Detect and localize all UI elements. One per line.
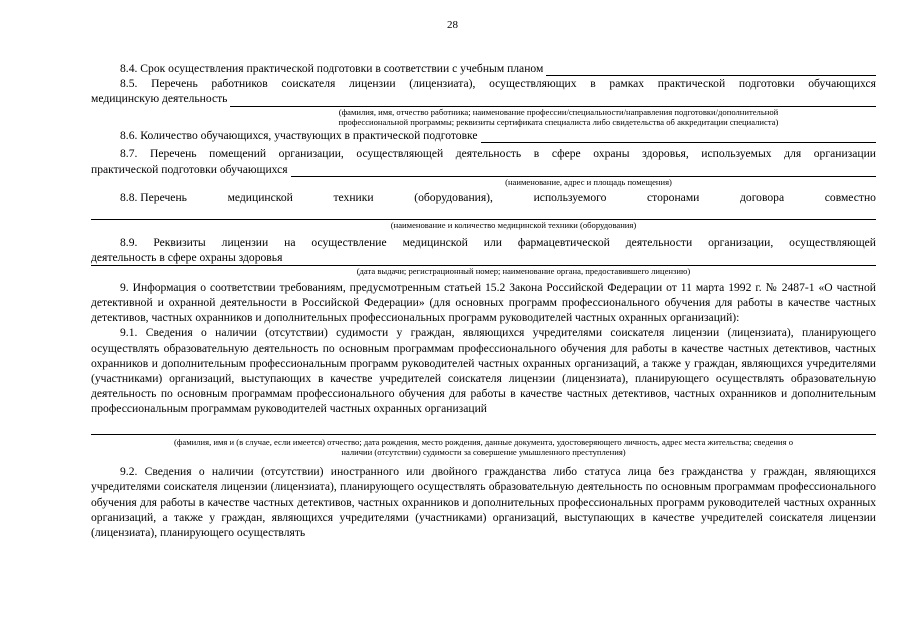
item-8-5-caption-2: профессиональной программы; реквизиты сертификата специалиста либо свидетельства об аккредитации специалиста): [338, 117, 779, 128]
item-8-7-line1: 8.7. Перечень помещений организации, осуществляющей деятельность в сфере охраны здоровья, используемых для организации: [120, 147, 876, 161]
item-8-8-word: техники: [333, 190, 374, 204]
item-8-6-blank[interactable]: [481, 131, 876, 143]
item-8-8-word: 8.8. Перечень: [120, 190, 187, 204]
item-8-8-word: медицинской: [227, 190, 293, 204]
item-8-6-text: 8.6. Количество обучающихся, участвующих в практической подготовке: [120, 129, 478, 143]
item-8-8-blank[interactable]: [91, 205, 876, 220]
item-8-4-blank[interactable]: [546, 64, 876, 76]
item-8-4-text: 8.4. Срок осуществления практической подготовки в соответствии с учебным планом: [120, 62, 544, 75]
item-8-5-caption-1: (фамилия, имя, отчество работника; наименование профессии/специальности/направления подготовки/дополнительной: [338, 106, 779, 117]
item-8-5-line1: 8.5. Перечень работников соискателя лицензии (лицензиата), осуществляющих в рамках практической подготовки обучающихся: [120, 77, 876, 91]
item-8-8-word: используемого: [533, 190, 607, 204]
item-8-8-word: (оборудования),: [414, 190, 493, 204]
item-9-1-caption-2: наличии (отсутствии) судимости за совершение умышленного преступления): [341, 447, 626, 458]
item-9-1-caption-1: (фамилия, имя и (в случае, если имеется) отчество; дата рождения, место рождения, данные документа, удостоверяющего личность, адрес места жительства; сведения о: [173, 436, 794, 447]
item-8-8-caption: (наименование и количество медицинской техники (оборудования): [390, 219, 637, 230]
item-8-9-text: деятельность в сфере охраны здоровья: [91, 250, 283, 264]
item-8-8-word: договора: [740, 190, 785, 204]
item-9-1-blank[interactable]: [91, 417, 876, 435]
item-8-7-line2: [91, 162, 876, 177]
item-9-1-paragraph: 9.1. Сведения о наличии (отсутствии) судимости у граждан, являющихся учредителями соискателя лицензии (лицензиата), планирующего осуществлять образовательную деятельность по основным программам профессионального обучения для работы в качестве частных детективов, частных охранников и дополнительным профессиональным программ руководителей частных охранных организаций, а также у граждан, являющихся учредителями (участниками) организаций, выступающих в качестве учредителей соискателя лицензии (лицензиата), планирующего осуществлять образовательную деятельность по основным программам профессионального обучения для работы в качестве частных детективов, частных охранников и дополнительным профессиональным программам руководителей частных охранных организаций: [91, 326, 876, 416]
item-8-5-line2: [91, 91, 876, 106]
item-8-8-word: совместно: [824, 190, 876, 204]
item-8-8-word: сторонами: [647, 190, 700, 204]
item-8-7-blank[interactable]: [291, 165, 876, 177]
item-8-9-caption: (дата выдачи; регистрационный номер; наименование органа, предоставившего лицензию): [356, 266, 691, 277]
item-9-2-paragraph: 9.2. Сведения о наличии (отсутствии) иностранного или двойного гражданства либо статуса лица без гражданства у граждан, являющихся учредителями соискателя лицензии (лицензиата), планирующего осуществлять образовательную деятельность по основным программам профессионального обучения для работы в качестве частных детективов, частных охранников и дополнительных профессиональных программ руководителей частных охранных организаций, а также у граждан, являющихся учредителями (участниками) организаций, выступающих в качестве учредителей соискателя лицензии (лицензиата), планирующего осуществлять: [91, 465, 876, 540]
item-8-4: [91, 61, 876, 76]
item-8-9-line1: 8.9. Реквизиты лицензии на осуществление медицинской или фармацевтической деятельности организации, осуществляющей: [120, 235, 876, 249]
item-8-6: [91, 128, 876, 143]
item-9-paragraph: 9. Информация о соответствии требованиям, предусмотренным статьей 15.2 Закона Российской Федерации от 11 марта 1992 г. № 2487-1 «О частной детективной и охранной деятельности в Российской Федерации» (для основных программ профессионального обучения для работы в качестве частных детективов, частных охранников и дополнительных профессиональных программ руководителей частных охранных организаций):: [91, 280, 876, 325]
item-8-5-text: медицинскую деятельность: [91, 92, 228, 106]
item-8-8-line1: [91, 190, 876, 205]
item-8-9-line2: [91, 250, 876, 266]
item-8-7-caption: (наименование, адрес и площадь помещения): [505, 176, 672, 187]
item-8-5-blank[interactable]: [230, 95, 876, 107]
page-number: 28: [447, 19, 458, 31]
item-8-7-text: практической подготовки обучающихся: [91, 162, 288, 176]
document-body: [91, 61, 876, 540]
